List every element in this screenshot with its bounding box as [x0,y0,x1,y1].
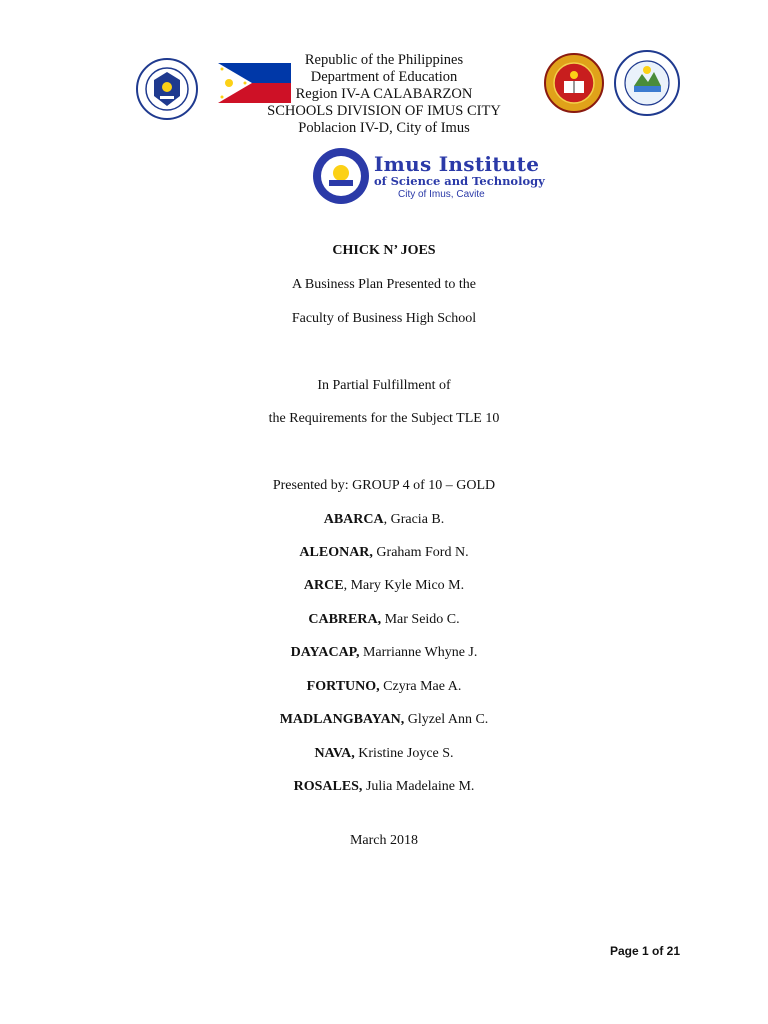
header-region: Region IV-A CALABARZON [295,86,473,102]
institute-seal-icon [312,147,370,205]
institute-name: Imus Institute [374,152,540,176]
presented-by: Presented by: GROUP 4 of 10 – GOLD [272,478,496,493]
member-item [0,511,768,529]
member-item [0,544,768,562]
member-item [0,577,768,595]
member-item [0,778,768,796]
document-title: CHICK N’ JOES [332,243,436,258]
fulfillment-line-1: In Partial Fulfillment of [317,378,451,393]
member-item [0,644,768,662]
member-item [0,611,768,629]
member-surname: NAVA, [314,746,355,761]
member-given-name: , Mary Kyle Mico M. [343,578,465,593]
institute-subtitle: of Science and Technology [374,174,545,188]
member-given-name: Marrianne Whyne J. [359,645,478,660]
member-item [0,678,768,696]
member-given-name: Kristine Joyce S. [354,746,454,761]
document-date: March 2018 [349,833,419,848]
header-republic: Republic of the Philippines [304,52,464,68]
member-surname: ROSALES, [293,779,363,794]
member-surname: MADLANGBAYAN, [279,712,405,727]
subtitle-line-2: Faculty of Business High School [291,311,477,326]
member-surname: FORTUNO, [306,679,380,694]
member-surname: ARCE [303,578,344,593]
member-given-name: Mar Seido C. [381,612,460,627]
member-given-name: , Gracia B. [383,512,445,527]
member-given-name: Czyra Mae A. [379,679,462,694]
member-given-name: Glyzel Ann C. [404,712,489,727]
subtitle-line-1: A Business Plan Presented to the [292,277,476,292]
header-address: Poblacion IV-D, City of Imus [298,120,470,136]
member-surname: ALEONAR, [299,545,373,560]
page-number: Page 1 of 21 [609,944,680,958]
member-item [0,711,768,729]
header-department: Department of Education [310,69,458,85]
fulfillment-line-2: the Requirements for the Subject TLE 10 [268,411,500,426]
member-given-name: Julia Madelaine M. [362,779,475,794]
member-surname: ABARCA [323,512,384,527]
member-given-name: Graham Ford N. [372,545,469,560]
member-surname: DAYACAP, [290,645,360,660]
member-item [0,745,768,763]
member-surname: CABRERA, [308,612,382,627]
institute-location: City of Imus, Cavite [398,189,485,200]
header-division: SCHOOLS DIVISION OF IMUS CITY [267,103,501,119]
